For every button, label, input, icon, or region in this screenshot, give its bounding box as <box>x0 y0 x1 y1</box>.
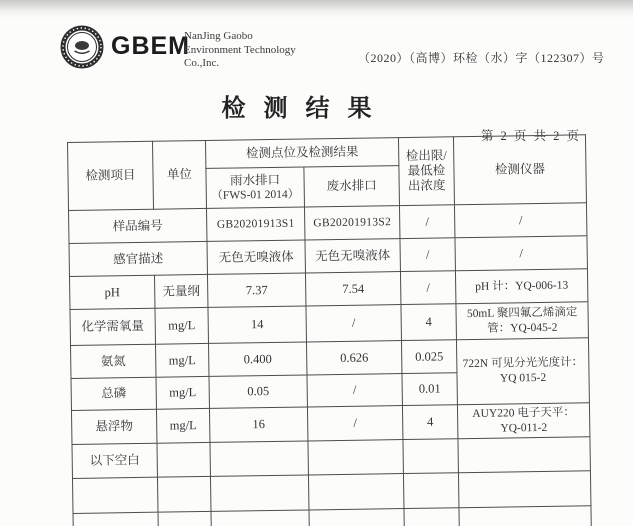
row-label: pH <box>69 275 154 309</box>
cell-limit: 0.025 <box>401 340 456 374</box>
page-indicator: 第 2 页 共 2 页 <box>480 129 581 143</box>
row-label: 样品编号 <box>69 208 207 243</box>
scanner-edge-shadow <box>0 0 633 18</box>
cell-unit: mg/L <box>155 307 209 344</box>
col-header-rain-outlet <box>206 167 305 208</box>
results-table <box>67 134 592 526</box>
cell-instrument: / <box>455 236 587 271</box>
row-label: 化学需氧量 <box>70 308 156 345</box>
cell-empty <box>73 512 159 526</box>
cell-unit: mg/L <box>156 343 209 377</box>
instrument-line: AUY220 电子天平： <box>472 405 575 420</box>
limit-header-line: 最低检 <box>407 163 446 178</box>
col-header-unit: 单位 <box>152 140 206 209</box>
table-row-ammonia <box>71 338 589 379</box>
cell-empty <box>459 506 592 526</box>
cell-rain: 7.37 <box>207 273 305 307</box>
cell-unit: mg/L <box>156 408 209 443</box>
cell-empty <box>404 508 460 526</box>
cell-empty <box>210 441 308 476</box>
row-label: 悬浮物 <box>71 409 156 444</box>
cell-empty <box>308 474 404 510</box>
cell-limit: 4 <box>402 405 457 440</box>
cell-instrument <box>456 302 589 340</box>
cell-empty <box>458 471 591 508</box>
instrument-line: YQ-011-2 <box>500 421 548 435</box>
row-label: 氨氮 <box>71 344 156 378</box>
cell-rain: 0.400 <box>209 342 307 376</box>
limit-header-line: 出浓度 <box>407 178 446 193</box>
instrument-line: 722N 可见分光光度计： <box>462 356 584 371</box>
rain-outlet-code: （FWS-01 2014） <box>211 188 300 202</box>
cell-empty <box>403 439 458 474</box>
table-header-row-1 <box>68 135 586 171</box>
cell-waste: / <box>306 305 402 342</box>
col-header-detection-limit <box>398 137 454 206</box>
cell-empty <box>72 477 158 513</box>
cell-limit: / <box>400 238 455 272</box>
company-name-line: Environment Technology <box>184 43 296 56</box>
company-name-line: Co.,Inc. <box>184 57 220 69</box>
row-label: 感官描述 <box>69 241 207 276</box>
cell-empty <box>158 511 212 526</box>
instrument-line: YQ 015-2 <box>499 371 547 385</box>
cell-rain: 无色无嗅液体 <box>207 240 305 274</box>
cell-instrument: / <box>454 203 586 238</box>
cell-empty <box>210 475 309 511</box>
cell-empty <box>157 442 210 477</box>
document-number: （2020）（高博）环检（水）字（122307）号 <box>358 51 605 65</box>
col-header-instrument: 检测仪器 <box>453 135 586 205</box>
company-seal-icon <box>60 25 104 69</box>
cell-limit: 0.01 <box>402 373 457 406</box>
cell-unit: 无量纲 <box>154 274 207 308</box>
row-label: 总磷 <box>71 377 156 410</box>
cell-instrument <box>457 403 589 439</box>
cell-waste: 7.54 <box>305 272 400 306</box>
cell-waste: 0.626 <box>306 341 401 375</box>
instrument-line: 管：YQ-045-2 <box>487 321 558 335</box>
cell-limit: 4 <box>401 304 457 341</box>
cell-instrument-shared <box>456 338 589 405</box>
cell-empty <box>211 510 310 526</box>
cell-limit: / <box>399 205 454 239</box>
col-header-result-group: 检测点位及检测结果 <box>205 138 398 169</box>
page-title: 检测结果 <box>221 96 390 122</box>
cell-rain: 0.05 <box>209 375 307 408</box>
instrument-line: 50mL 聚四氟乙烯滴定 <box>466 305 578 320</box>
cell-rain: 16 <box>209 407 307 442</box>
rain-outlet-name: 雨水排口 <box>229 172 281 188</box>
cell-instrument: pH 计：YQ-006-13 <box>455 269 587 304</box>
cell-empty <box>309 509 405 526</box>
cell-unit: mg/L <box>156 376 209 409</box>
cell-empty <box>157 476 211 512</box>
logo-text: GBEM <box>111 32 190 60</box>
cell-waste: / <box>307 406 403 441</box>
cell-empty <box>458 437 590 473</box>
cell-waste: 无色无嗅液体 <box>305 239 400 273</box>
row-label: 以下空白 <box>72 443 157 478</box>
col-header-item: 检测项目 <box>68 141 154 210</box>
company-name <box>184 30 296 71</box>
cell-waste: GB20201913S2 <box>304 206 399 240</box>
cell-rain: GB20201913S1 <box>207 207 305 241</box>
results-table-wrap <box>67 134 591 526</box>
cell-empty <box>308 440 404 475</box>
company-name-line: NanJing Gaobo <box>184 30 253 42</box>
cell-empty <box>403 473 459 509</box>
col-header-waste-outlet: 废水排口 <box>304 166 400 207</box>
cell-waste: / <box>307 374 402 407</box>
limit-header-line: 检出限/ <box>405 148 447 163</box>
cell-limit: / <box>400 271 455 305</box>
cell-rain: 14 <box>208 306 307 343</box>
